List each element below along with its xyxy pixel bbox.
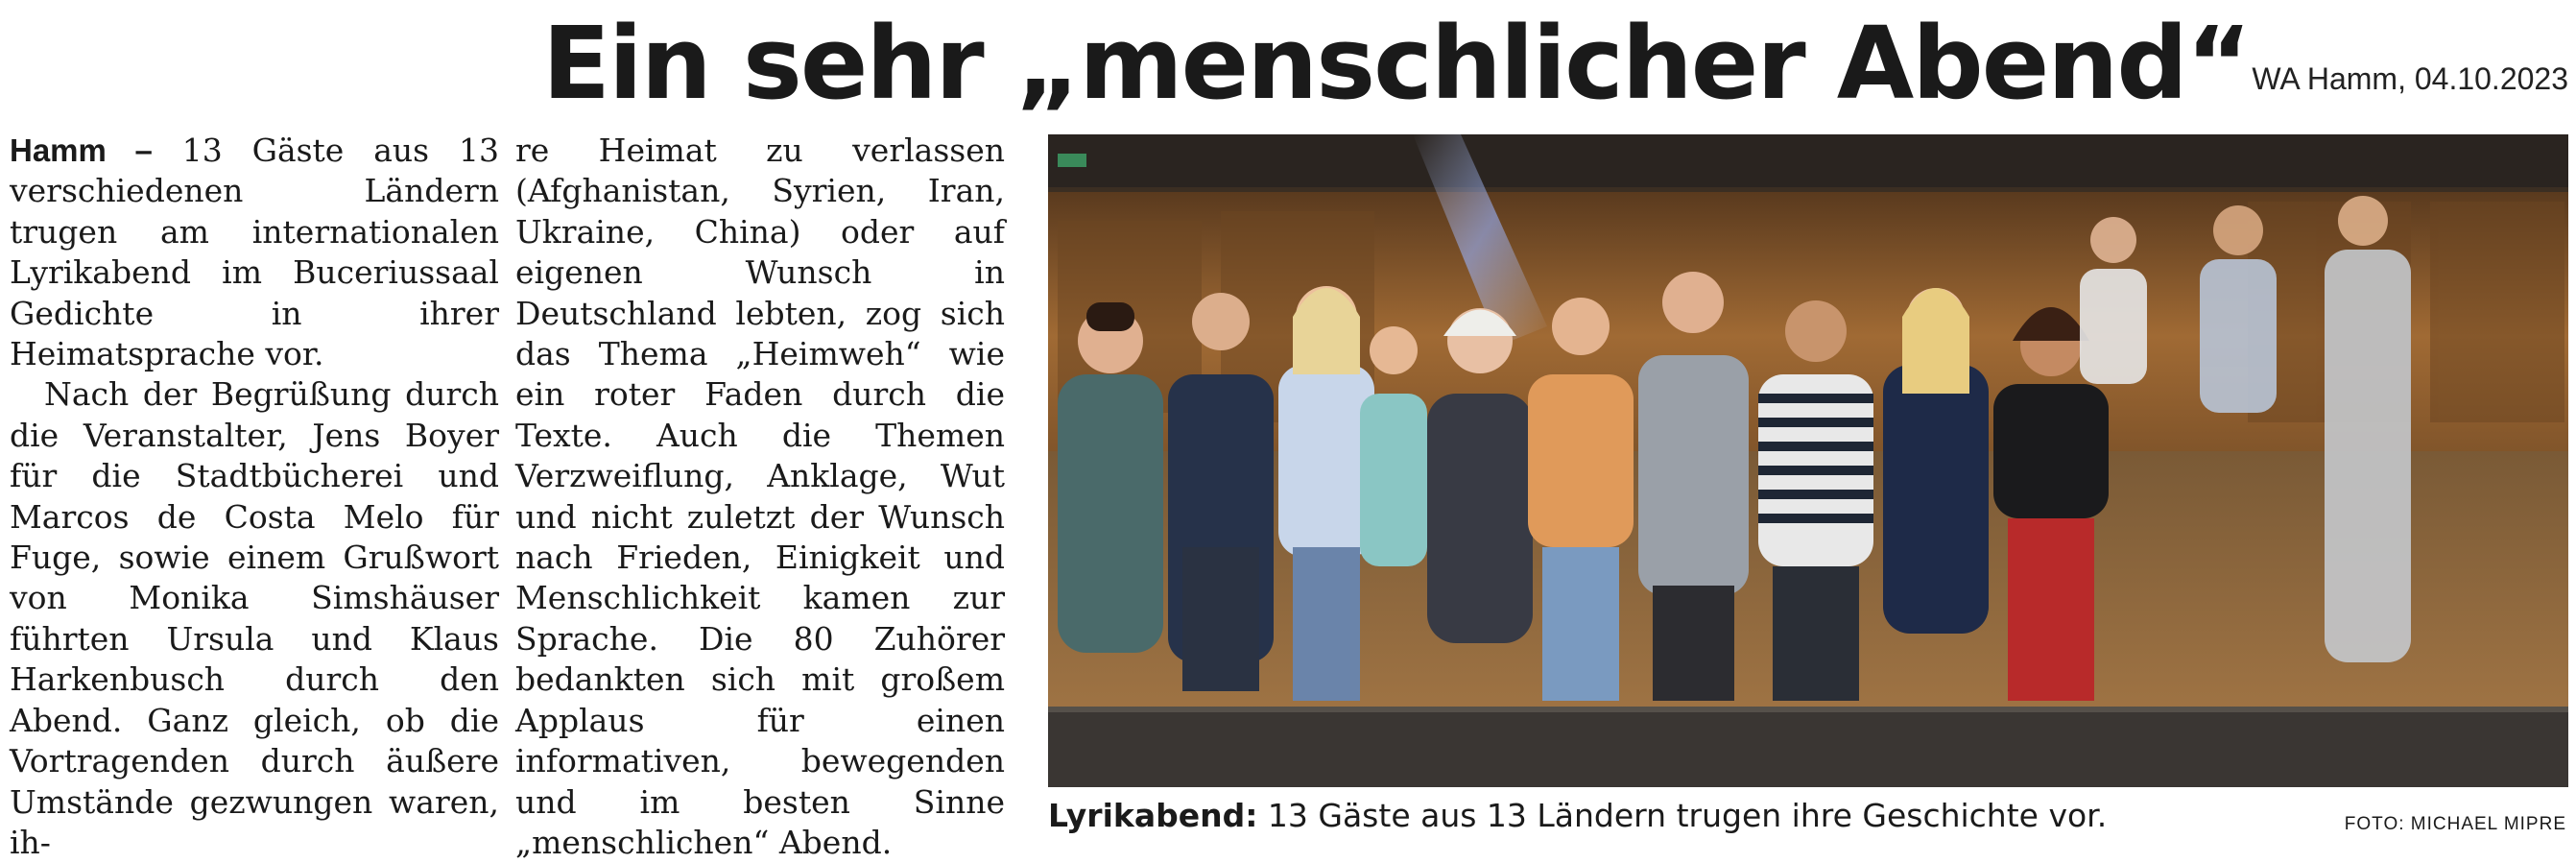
- photo-caption: [1048, 797, 2107, 834]
- article-column-1: [10, 131, 499, 863]
- dateline: Hamm –: [10, 132, 153, 168]
- article-column-2: [515, 131, 1005, 863]
- article-paragraph: re Heimat zu verlassen (Afghanistan, Syrien, Iran, Ukraine, China) oder auf eigenen Wunsch in Deutschland lebten, zog sich das Thema „Heimweh“ wie ein roter Faden durch die Texte. Auch die Themen Verzweiflung, Anklage, Wut und nicht zuletzt der Wunsch nach Frieden, Einigkeit und Menschlichkeit kamen zur Sprache. Die 80 Zuhörer bedankten sich mit großem Applaus für einen informativen, bewegenden und im besten Sinne „menschlichen“ Abend.: [515, 132, 1005, 861]
- exit-sign: [1058, 154, 1086, 167]
- photo-credit: FOTO: MICHAEL MIPRE: [2344, 814, 2566, 834]
- article-paragraph: Nach der Begrüßung durch die Veranstalter, Jens Boyer für die Stadtbücherei und Marcos de Costa Melo für Fuge, sowie einem Grußwort von Monika Simshäuser führten Ursula und Klaus Harkenbusch durch den Abend. Ganz gleich, ob die Vortragenden durch äußere Umstände gezwungen waren, ih-: [10, 375, 499, 861]
- source-date: WA Hamm, 04.10.2023: [2252, 61, 2568, 96]
- headline: Ein sehr „menschlicher Abend“: [542, 5, 2251, 122]
- article-paragraph: [10, 131, 499, 374]
- caption-text: 13 Gäste aus 13 Ländern trugen ihre Geschichte vor.: [1257, 797, 2108, 834]
- caption-label: Lyrikabend:: [1048, 797, 1258, 834]
- group-photo: [1048, 134, 2568, 787]
- paragraph-text: 13 Gäste aus 13 verschiedenen Ländern trugen am internationalen Lyrikabend im Buceriussaal Gedichte in ihrer Heimatsprache vor.: [10, 132, 499, 373]
- group-photo-illustration: [1048, 134, 2568, 787]
